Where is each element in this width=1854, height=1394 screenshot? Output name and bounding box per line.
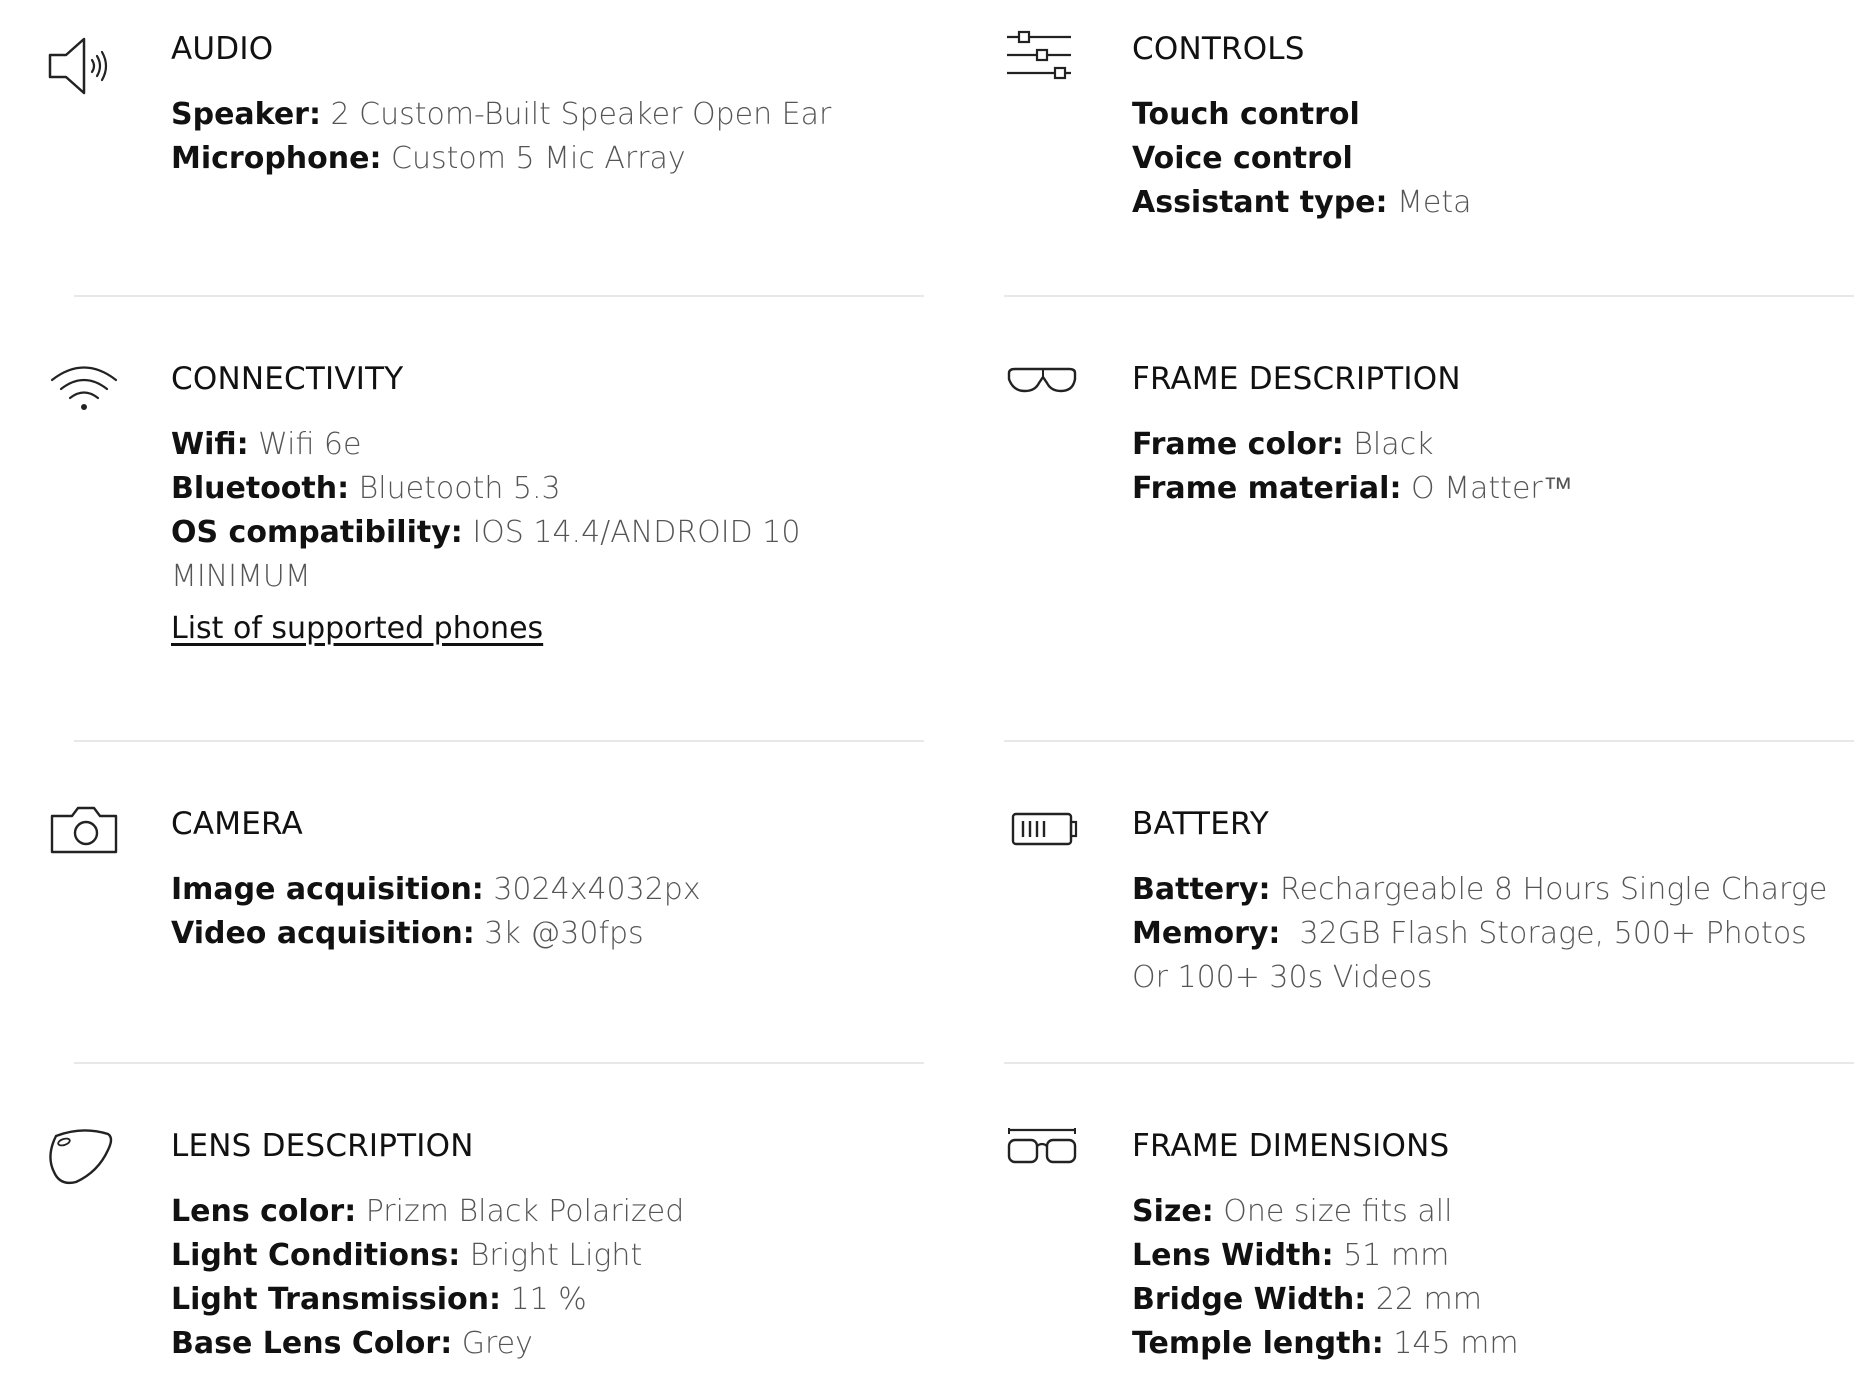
spec-value: 11 % — [500, 1282, 587, 1317]
spec-label: Speaker: — [171, 97, 321, 132]
spec-label: Assistant type: — [1132, 185, 1388, 220]
spec-row — [171, 1190, 684, 1234]
spec-label: Frame material: — [1132, 471, 1402, 506]
battery-icon — [1003, 806, 1083, 886]
frame-description-rows — [1132, 423, 1573, 511]
spec-value: 51 mm — [1333, 1238, 1450, 1273]
spec-row — [171, 511, 811, 599]
spec-value: Custom 5 Mic Array — [381, 141, 686, 176]
spec-row — [1132, 1278, 1519, 1322]
divider — [74, 1062, 924, 1064]
spec-value: Meta — [1387, 185, 1472, 220]
divider — [1004, 1062, 1854, 1064]
spec-row — [171, 467, 811, 511]
battery-rows — [1132, 868, 1832, 1000]
controls-title: CONTROLS — [1132, 31, 1305, 67]
spec-label: Lens Width: — [1132, 1238, 1334, 1273]
spec-label: Video acquisition: — [171, 916, 475, 951]
spec-label: Base Lens Color: — [171, 1326, 453, 1361]
audio-rows — [171, 93, 831, 181]
speaker-icon — [42, 31, 122, 111]
spec-row — [1132, 1322, 1519, 1366]
lens-description-rows — [171, 1190, 684, 1366]
spec-value: Prizm Black Polarized — [356, 1194, 685, 1229]
spec-label: Temple length: — [1132, 1326, 1384, 1361]
frame-dimensions-title: FRAME DIMENSIONS — [1132, 1128, 1450, 1164]
lens-description-content — [171, 1128, 684, 1366]
spec-label: Bridge Width: — [1132, 1282, 1367, 1317]
supported-phones-link[interactable]: List of supported phones — [171, 611, 544, 646]
spec-label: Light Transmission: — [171, 1282, 501, 1317]
divider — [1004, 740, 1854, 742]
spec-row — [171, 912, 701, 956]
spec-value: Rechargeable 8 Hours Single Charge — [1270, 872, 1828, 907]
divider — [74, 295, 924, 297]
divider — [1004, 295, 1854, 297]
spec-row — [171, 1234, 684, 1278]
spec-label: Microphone: — [171, 141, 382, 176]
battery-content — [1132, 806, 1832, 1000]
spec-label: Frame color: — [1132, 427, 1344, 462]
glasses-dimensions-icon — [1003, 1128, 1083, 1208]
spec-label: Image acquisition: — [171, 872, 484, 907]
spec-row — [1132, 1234, 1519, 1278]
spec-label: Battery: — [1132, 872, 1271, 907]
spec-row — [1132, 423, 1573, 467]
lens-icon — [42, 1128, 122, 1208]
connectivity-rows — [171, 423, 811, 599]
frame-dimensions-rows — [1132, 1190, 1519, 1366]
spec-label: Wifi: — [171, 427, 249, 462]
spec-value: 22 mm — [1366, 1282, 1482, 1317]
connectivity-content — [171, 361, 811, 646]
spec-row — [1132, 93, 1472, 137]
frame-glasses-icon — [1003, 361, 1083, 441]
spec-value: Bluetooth 5.3 — [349, 471, 561, 506]
wifi-icon — [42, 361, 122, 441]
camera-content — [171, 806, 701, 956]
frame-description-content — [1132, 361, 1573, 511]
spec-row — [1132, 868, 1832, 912]
spec-label: Memory: — [1132, 916, 1281, 951]
spec-label: Bluetooth: — [171, 471, 350, 506]
spec-label: Lens color: — [171, 1194, 357, 1229]
spec-label: Size: — [1132, 1194, 1214, 1229]
spec-value: Bright Light — [460, 1238, 643, 1273]
spec-value: 3k @30fps — [474, 916, 644, 951]
spec-value: IOS 14.4/ANDROID 10 MINIMUM — [171, 515, 801, 594]
audio-content — [171, 31, 831, 181]
spec-row — [171, 868, 701, 912]
spec-row — [1132, 181, 1472, 225]
camera-title: CAMERA — [171, 806, 303, 842]
spec-value: 3024x4032px — [483, 872, 701, 907]
frame-dimensions-content — [1132, 1128, 1519, 1366]
connectivity-title: CONNECTIVITY — [171, 361, 404, 397]
spec-value: Black — [1343, 427, 1434, 462]
spec-label: Voice control — [1132, 141, 1353, 176]
camera-icon — [42, 806, 122, 886]
lens-description-title: LENS DESCRIPTION — [171, 1128, 474, 1164]
spec-row — [171, 1322, 684, 1366]
spec-row — [171, 1278, 684, 1322]
camera-rows — [171, 868, 701, 956]
spec-value: O Matter™ — [1401, 471, 1573, 506]
spec-value: Grey — [452, 1326, 533, 1361]
spec-value: 2 Custom-Built Speaker Open Ear — [320, 97, 832, 132]
spec-row — [171, 137, 831, 181]
spec-value: Wifi 6e — [248, 427, 362, 462]
spec-label: Touch control — [1132, 97, 1360, 132]
frame-description-title: FRAME DESCRIPTION — [1132, 361, 1461, 397]
controls-content — [1132, 31, 1472, 225]
spec-label: Light Conditions: — [171, 1238, 461, 1273]
sliders-icon — [1003, 31, 1083, 111]
spec-row — [1132, 912, 1832, 1000]
controls-rows — [1132, 93, 1472, 225]
spec-value: One size fits all — [1213, 1194, 1453, 1229]
spec-value: 145 mm — [1383, 1326, 1519, 1361]
spec-row — [171, 93, 831, 137]
spec-row — [1132, 1190, 1519, 1234]
spec-label: OS compatibility: — [171, 515, 463, 550]
divider — [74, 740, 924, 742]
spec-row — [1132, 137, 1472, 181]
audio-title: AUDIO — [171, 31, 274, 67]
spec-value: 32GB Flash Storage, 500+ Photos Or 100+ 30s Videos — [1132, 916, 1817, 995]
spec-row — [1132, 467, 1573, 511]
battery-title: BATTERY — [1132, 806, 1269, 842]
spec-row — [171, 423, 811, 467]
